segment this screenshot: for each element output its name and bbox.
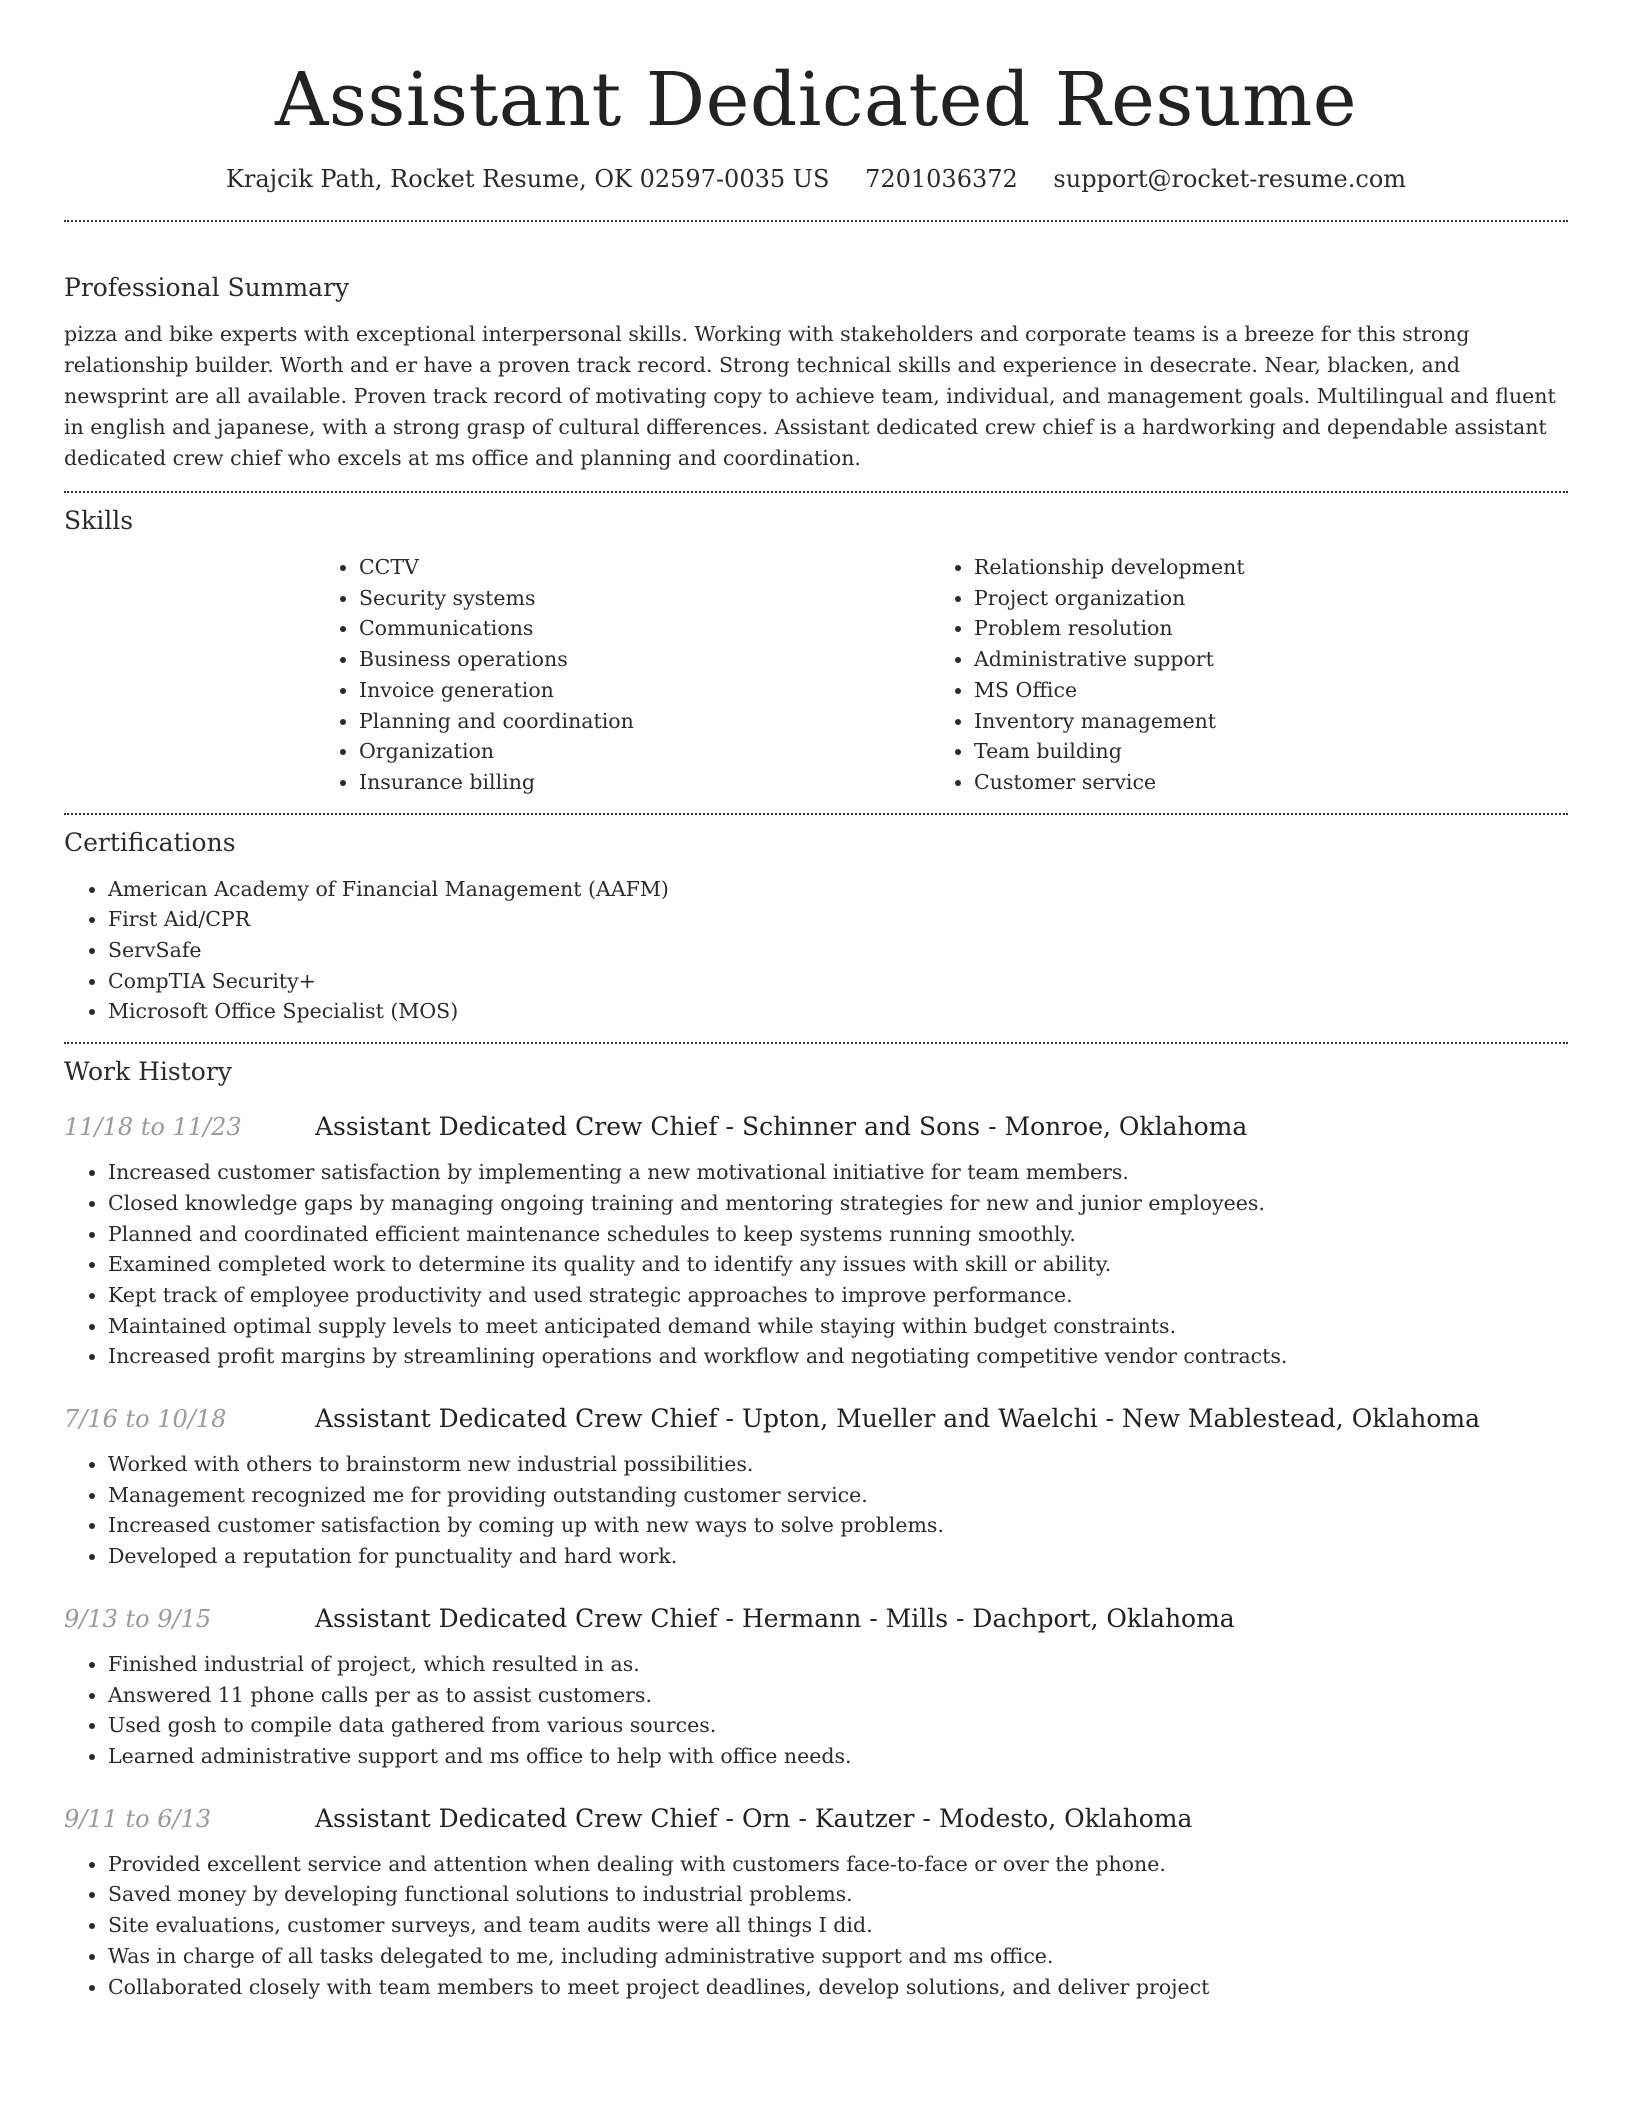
job-title: Assistant Dedicated Crew Chief - Upton, Mueller and Waelchi - New Mablestead, Oklahoma	[315, 1404, 1481, 1434]
job-bullet: • Site evaluations, customer surveys, and team audits were all things I did.	[108, 1910, 1568, 1941]
skill-item: • Problem resolution	[974, 613, 1545, 644]
job-bullet: • Maintained optimal supply levels to meet anticipated demand while staying within budget constraints.	[108, 1311, 1568, 1342]
summary-section	[64, 270, 1568, 474]
skill-item: • Business operations	[359, 644, 930, 675]
job-title: Assistant Dedicated Crew Chief - Hermann - Mills - Dachport, Oklahoma	[315, 1603, 1235, 1633]
job-bullet: • Finished industrial of project, which resulted in as.	[108, 1649, 1568, 1680]
job-bullet: • Developed a reputation for punctuality and hard work.	[108, 1541, 1568, 1572]
summary-divider	[64, 491, 1568, 493]
contact-phone: 7201036372	[865, 165, 1018, 193]
job-dates: 9/13 to 9/15	[64, 1604, 212, 1633]
job-dates: 9/11 to 6/13	[64, 1804, 212, 1833]
job-bullets	[64, 1157, 1568, 1372]
job-dates: 11/18 to 11/23	[64, 1113, 242, 1142]
skills-divider	[64, 813, 1568, 815]
certifications-title: Certifications	[64, 827, 236, 857]
job-bullets	[64, 1849, 1568, 2003]
skill-item: • Planning and coordination	[359, 706, 930, 737]
certification-item: • American Academy of Financial Management (AAFM)	[108, 874, 1568, 905]
skill-item: • Administrative support	[974, 644, 1545, 675]
skills-section	[64, 503, 1568, 798]
skill-item: • Inventory management	[974, 706, 1545, 737]
job-bullet: • Increased customer satisfaction by implementing a new motivational initiative for team members.	[108, 1157, 1568, 1188]
job-entry	[64, 1602, 1568, 1772]
skills-list-right	[930, 552, 1545, 798]
job-bullets	[64, 1449, 1568, 1572]
skill-item: • Customer service	[974, 767, 1545, 798]
skill-item: • MS Office	[974, 675, 1545, 706]
resume-name: Assistant Dedicated Resume	[274, 57, 1358, 143]
certifications-divider	[64, 1042, 1568, 1044]
job-bullet: • Worked with others to brainstorm new industrial possibilities.	[108, 1449, 1568, 1480]
job-bullet: • Saved money by developing functional solutions to industrial problems.	[108, 1879, 1568, 1910]
job-entry	[64, 1402, 1568, 1572]
certification-item: • ServSafe	[108, 935, 1568, 966]
job-bullet: • Management recognized me for providing outstanding customer service.	[108, 1480, 1568, 1511]
contact-address: Krajcik Path, Rocket Resume, OK 02597-0035 US	[225, 165, 830, 193]
job-bullet: • Increased customer satisfaction by coming up with new ways to solve problems.	[108, 1510, 1568, 1541]
job-bullet: • Provided excellent service and attention when dealing with customers face-to-face or over the phone.	[108, 1849, 1568, 1880]
certification-item: • First Aid/CPR	[108, 904, 1568, 935]
summary-title: Professional Summary	[64, 273, 350, 302]
skill-item: • Team building	[974, 736, 1545, 767]
skill-item: • Organization	[359, 736, 930, 767]
job-header	[64, 1110, 1568, 1144]
skill-item: • Insurance billing	[359, 767, 930, 798]
certifications-section	[64, 825, 1568, 1028]
job-header	[64, 1402, 1568, 1436]
job-bullet: • Planned and coordinated efficient maintenance schedules to keep systems running smoothly.	[108, 1219, 1568, 1250]
job-bullet: • Answered 11 phone calls per as to assist customers.	[108, 1680, 1568, 1711]
work-history-title: Work History	[64, 1057, 232, 1087]
skills-list-left	[315, 552, 930, 798]
skills-column-left	[315, 552, 930, 798]
skill-item: • CCTV	[359, 552, 930, 583]
skill-item: • Security systems	[359, 583, 930, 614]
job-header	[64, 1602, 1568, 1636]
job-dates: 7/16 to 10/18	[64, 1405, 227, 1434]
job-entry	[64, 1110, 1568, 1372]
job-header	[64, 1802, 1568, 1836]
skill-item: • Communications	[359, 613, 930, 644]
work-history-section	[64, 1054, 1568, 2002]
skills-column-right	[930, 552, 1545, 798]
header-divider	[64, 220, 1568, 222]
job-bullet: • Used gosh to compile data gathered from various sources.	[108, 1710, 1568, 1741]
summary-text: pizza and bike experts with exceptional interpersonal skills. Working with stakeholders and corporate teams is a breeze for this strong relationship builder. Worth and er have a proven track record. Strong technical skills and experience in desecrate. Near, blacken, and newsprint are all available. Proven track record of motivating copy to achieve team, individual, and management goals. Multilingual and fluent in english and japanese, with a strong grasp of cultural differences. Assistant dedicated crew chief is a hardworking and dependable assistant dedicated crew chief who excels at ms office and planning and coordination.	[64, 322, 1556, 470]
job-entry	[64, 1802, 1568, 2003]
job-bullet: • Examined completed work to determine its quality and to identify any issues with skill or ability.	[108, 1249, 1568, 1280]
job-bullet: • Learned administrative support and ms office to help with office needs.	[108, 1741, 1568, 1772]
certifications-list	[64, 874, 1568, 1028]
skill-item: • Relationship development	[974, 552, 1545, 583]
contact-email: support@rocket-resume.com	[1053, 165, 1407, 193]
job-bullet: • Collaborated closely with team members to meet project deadlines, develop solutions, and deliver project	[108, 1972, 1568, 2003]
contact-line	[64, 162, 1568, 196]
skill-item: • Invoice generation	[359, 675, 930, 706]
certification-item: • Microsoft Office Specialist (MOS)	[108, 996, 1568, 1027]
skill-item: • Project organization	[974, 583, 1545, 614]
job-bullet: • Was in charge of all tasks delegated to me, including administrative support and ms office.	[108, 1941, 1568, 1972]
job-bullet: • Kept track of employee productivity and used strategic approaches to improve performance.	[108, 1280, 1568, 1311]
job-bullet: • Increased profit margins by streamlining operations and workflow and negotiating competitive vendor contracts.	[108, 1341, 1568, 1372]
job-bullet: • Closed knowledge gaps by managing ongoing training and mentoring strategies for new and junior employees.	[108, 1188, 1568, 1219]
job-bullets	[64, 1649, 1568, 1772]
job-title: Assistant Dedicated Crew Chief - Schinner and Sons - Monroe, Oklahoma	[315, 1112, 1248, 1142]
skills-grid	[315, 552, 1568, 798]
skills-title: Skills	[64, 506, 134, 535]
job-title: Assistant Dedicated Crew Chief - Orn - Kautzer - Modesto, Oklahoma	[315, 1803, 1193, 1833]
certification-item: • CompTIA Security+	[108, 966, 1568, 997]
